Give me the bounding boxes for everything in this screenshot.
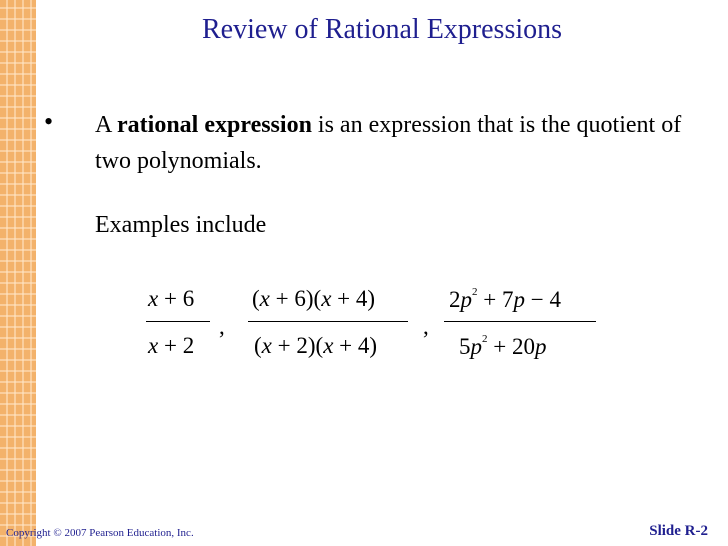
- factor-middle: + 2)(: [271, 333, 324, 358]
- example1-denominator: [148, 333, 194, 359]
- term: − 4: [524, 287, 561, 312]
- exponent: 2: [472, 286, 478, 298]
- term: + 20: [487, 334, 535, 359]
- factor-end: + 4): [331, 286, 376, 311]
- decorative-side-stripe: [0, 0, 36, 546]
- variable-x: x: [321, 286, 332, 311]
- example2-fraction-bar: [248, 321, 408, 322]
- definition-text: [95, 107, 695, 179]
- variable-x: x: [323, 333, 334, 358]
- definition-rest: is an expression that is the quotient of two polynomials.: [95, 112, 682, 174]
- comma-separator-2: ,: [423, 314, 429, 339]
- example2-denominator: [254, 333, 377, 359]
- factor-end: + 4): [333, 333, 378, 358]
- variable-x: x: [261, 333, 272, 358]
- slide-number: Slide R-2: [649, 523, 708, 539]
- definition-intro: A: [95, 112, 118, 138]
- variable-p: p: [470, 334, 482, 359]
- variable-x: x: [148, 286, 159, 311]
- example3-numerator: [449, 286, 561, 313]
- coefficient: 2: [449, 287, 461, 312]
- exponent: 2: [482, 333, 488, 345]
- bullet-marker: •: [44, 107, 54, 136]
- example3-fraction-bar: [444, 321, 596, 322]
- variable-x: x: [259, 286, 270, 311]
- variable-p: p: [513, 287, 525, 312]
- examples-label: Examples include: [95, 212, 267, 238]
- example2-numerator: [252, 286, 375, 312]
- copyright-notice: Copyright © 2007 Pearson Education, Inc.: [6, 527, 194, 539]
- denominator-term: + 2: [158, 333, 195, 358]
- example1-numerator: [148, 286, 194, 312]
- comma-separator-1: ,: [219, 314, 225, 339]
- term: + 7: [477, 287, 514, 312]
- variable-p: p: [460, 287, 472, 312]
- paren-open: (: [252, 286, 260, 311]
- example3-denominator: [459, 333, 546, 360]
- slide-title: Review of Rational Expressions: [201, 14, 563, 45]
- definition-term: rational expression: [117, 112, 312, 138]
- paren-open: (: [254, 333, 262, 358]
- variable-x: x: [148, 333, 159, 358]
- variable-p: p: [534, 334, 547, 359]
- example1-fraction-bar: [146, 321, 210, 322]
- factor-middle: + 6)(: [269, 286, 322, 311]
- coefficient: 5: [459, 334, 471, 359]
- numerator-term: + 6: [158, 286, 195, 311]
